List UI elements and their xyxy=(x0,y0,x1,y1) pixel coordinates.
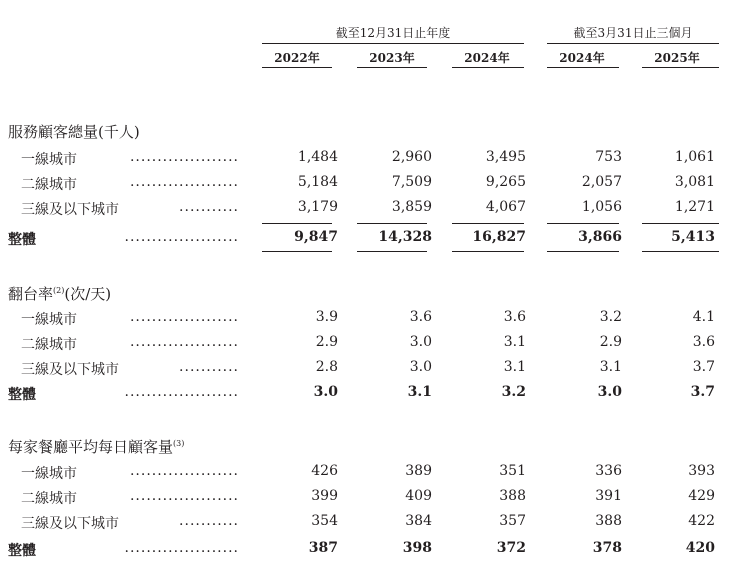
leader-dots: .................... xyxy=(129,174,239,190)
cell-value: 16,827 xyxy=(472,229,526,245)
cell-value: 3.1 xyxy=(503,334,526,350)
group-rule-annual xyxy=(262,43,524,44)
cell-value: 3.0 xyxy=(409,359,432,375)
group-rule-quarter xyxy=(547,43,719,44)
cell-value: 7,509 xyxy=(391,174,432,190)
table-row xyxy=(0,463,739,485)
cell-value: 357 xyxy=(499,513,526,529)
cell-value: 14,328 xyxy=(378,229,432,245)
leader-dots: ..................... xyxy=(124,384,239,400)
cell-value: 3,495 xyxy=(485,149,526,165)
year-header-2023: 2023年 xyxy=(369,51,415,65)
leader-dots: .................... xyxy=(129,488,239,504)
year-rule-2 xyxy=(357,67,427,68)
table-row xyxy=(0,513,739,535)
cell-value: 3.7 xyxy=(692,359,715,375)
cell-value: 2.9 xyxy=(599,334,622,350)
cell-value: 3.2 xyxy=(501,384,526,400)
leader-dots: ..................... xyxy=(124,229,239,245)
section-title-daily-customers: 每家餐廳平均每日顧客量$^{(3)}$ xyxy=(8,438,185,456)
leader-dots: ........... xyxy=(179,513,239,529)
cell-value: 384 xyxy=(405,513,432,529)
leader-dots: ........... xyxy=(179,359,239,375)
row-label: 整體 xyxy=(8,543,36,559)
cell-value: 4.1 xyxy=(692,309,715,325)
leader-dots: .................... xyxy=(129,149,239,165)
total-bottom-rule xyxy=(642,251,719,252)
cell-value: 1,484 xyxy=(297,149,338,165)
total-row xyxy=(0,540,739,562)
cell-value: 3,859 xyxy=(391,199,432,215)
year-header-2024-q1: 2024年 xyxy=(559,51,605,65)
footnote-ref: (3) xyxy=(173,439,185,448)
cell-value: 3,866 xyxy=(578,229,622,245)
table-row xyxy=(0,359,739,381)
table-row xyxy=(0,199,739,221)
table-row xyxy=(0,334,739,356)
total-bottom-rule xyxy=(357,251,427,252)
total-top-rule xyxy=(452,223,524,224)
cell-value: 3.1 xyxy=(503,359,526,375)
total-row xyxy=(0,229,739,251)
total-bottom-rule xyxy=(262,251,332,252)
row-label: 一線城市 xyxy=(21,312,77,328)
cell-value: 4,067 xyxy=(485,199,526,215)
section-title-turnover: 翻台率$^{(2)}$(次/天) xyxy=(8,285,112,303)
cell-value: 354 xyxy=(311,513,338,529)
cell-value: 378 xyxy=(592,540,622,556)
cell-value: 2.9 xyxy=(315,334,338,350)
cell-value: 3.1 xyxy=(599,359,622,375)
cell-value: 3.0 xyxy=(409,334,432,350)
row-label: 二線城市 xyxy=(21,491,77,507)
row-label: 三線及以下城市 xyxy=(21,516,119,532)
cell-value: 351 xyxy=(499,463,526,479)
leader-dots: ........... xyxy=(179,199,239,215)
year-header-2024: 2024年 xyxy=(464,51,510,65)
cell-value: 3.1 xyxy=(407,384,432,400)
cell-value: 422 xyxy=(688,513,715,529)
total-top-rule xyxy=(357,223,427,224)
table-row xyxy=(0,309,739,331)
year-rule-4 xyxy=(547,67,619,68)
cell-value: 399 xyxy=(311,488,338,504)
cell-value: 388 xyxy=(499,488,526,504)
cell-value: 3.6 xyxy=(692,334,715,350)
section-title-customers: 服務顧客總量(千人) xyxy=(8,123,140,141)
row-label: 三線及以下城市 xyxy=(21,202,119,218)
cell-value: 409 xyxy=(405,488,432,504)
cell-value: 3.6 xyxy=(503,309,526,325)
cell-value: 388 xyxy=(595,513,622,529)
total-row xyxy=(0,384,739,406)
group-header-annual: 截至12月31日止年度 xyxy=(335,26,451,40)
cell-value: 372 xyxy=(496,540,526,556)
cell-value: 9,847 xyxy=(294,229,338,245)
total-bottom-rule xyxy=(452,251,524,252)
cell-value: 426 xyxy=(311,463,338,479)
row-label: 整體 xyxy=(8,232,36,248)
leader-dots: .................... xyxy=(129,309,239,325)
total-bottom-rule xyxy=(547,251,619,252)
cell-value: 391 xyxy=(595,488,622,504)
cell-value: 336 xyxy=(595,463,622,479)
cell-value: 3.0 xyxy=(313,384,338,400)
cell-value: 2,960 xyxy=(391,149,432,165)
cell-value: 393 xyxy=(688,463,715,479)
cell-value: 398 xyxy=(402,540,432,556)
table-row xyxy=(0,174,739,196)
leader-dots: .................... xyxy=(129,463,239,479)
leader-dots: ..................... xyxy=(124,540,239,556)
cell-value: 1,056 xyxy=(581,199,622,215)
row-label: 二線城市 xyxy=(21,337,77,353)
cell-value: 429 xyxy=(688,488,715,504)
row-label: 整體 xyxy=(8,387,36,403)
group-header-quarter: 截至3月31日止三個月 xyxy=(573,26,693,40)
total-top-rule xyxy=(547,223,619,224)
total-top-rule xyxy=(262,223,332,224)
year-rule-1 xyxy=(262,67,332,68)
footnote-ref: (2) xyxy=(53,286,65,295)
cell-value: 5,413 xyxy=(671,229,715,245)
leader-dots: .................... xyxy=(129,334,239,350)
cell-value: 3.7 xyxy=(690,384,715,400)
cell-value: 3.0 xyxy=(597,384,622,400)
row-label: 二線城市 xyxy=(21,177,77,193)
total-top-rule xyxy=(642,223,719,224)
row-label: 一線城市 xyxy=(21,152,77,168)
row-label: 一線城市 xyxy=(21,466,77,482)
cell-value: 387 xyxy=(308,540,338,556)
cell-value: 753 xyxy=(595,149,622,165)
cell-value: 3.6 xyxy=(409,309,432,325)
year-rule-5 xyxy=(642,67,719,68)
cell-value: 1,271 xyxy=(674,199,715,215)
year-header-2022: 2022年 xyxy=(274,51,320,65)
row-label: 三線及以下城市 xyxy=(21,362,119,378)
table-row xyxy=(0,149,739,171)
cell-value: 3.9 xyxy=(315,309,338,325)
year-rule-3 xyxy=(452,67,524,68)
cell-value: 389 xyxy=(405,463,432,479)
cell-value: 5,184 xyxy=(297,174,338,190)
cell-value: 420 xyxy=(685,540,715,556)
cell-value: 1,061 xyxy=(674,149,715,165)
cell-value: 9,265 xyxy=(485,174,526,190)
cell-value: 3,081 xyxy=(674,174,715,190)
cell-value: 3.2 xyxy=(599,309,622,325)
cell-value: 2,057 xyxy=(581,174,622,190)
table-row xyxy=(0,488,739,510)
cell-value: 2.8 xyxy=(315,359,338,375)
cell-value: 3,179 xyxy=(297,199,338,215)
year-header-2025-q1: 2025年 xyxy=(654,51,700,65)
